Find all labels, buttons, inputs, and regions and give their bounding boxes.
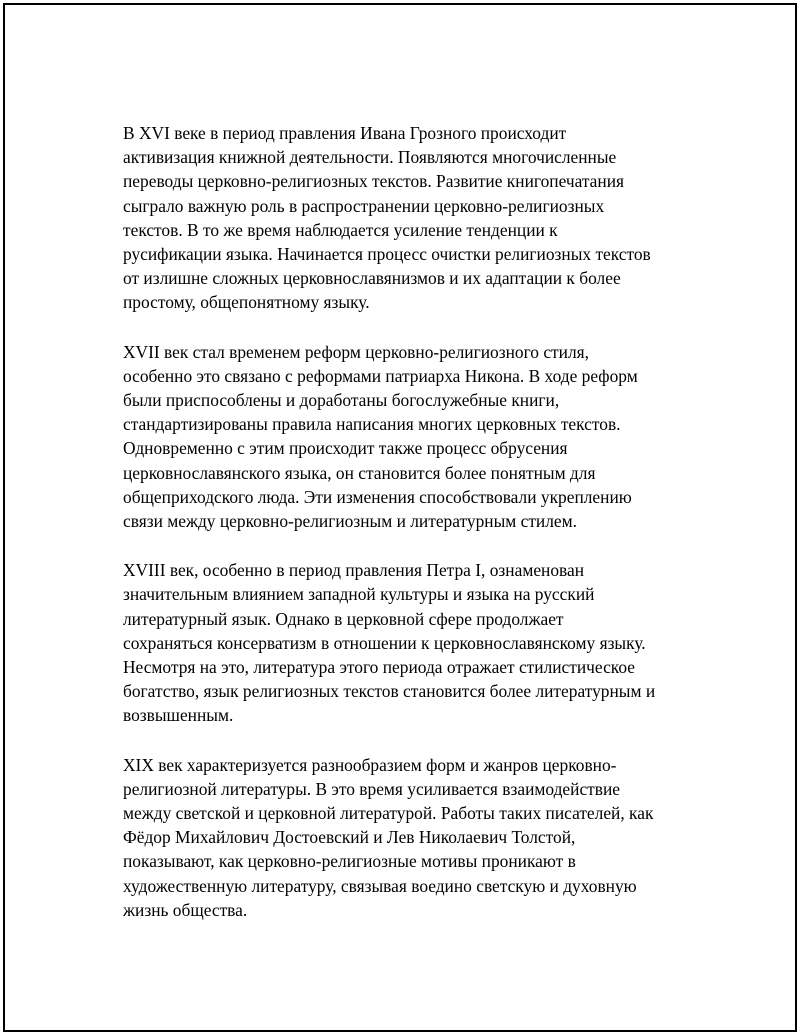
paragraph-16th-century: В XVI веке в период правления Ивана Грозного происходит активизация книжной деятельности. Появляются многочисленные переводы церковно-религиозных текстов. Развитие книгопечатания сыграло важную роль в распространении церковно-религиозных текстов. В то же время наблюдается усиление тенденции к русификации языка. Начинается процесс очистки религиозных текстов от излишне сложных церковнославянизмов и их адаптации к более простому, общепонятному языку. (123, 123, 651, 313)
page-frame (3, 3, 797, 1032)
paragraph-18th-century: XVIII век, особенно в период правления Петра I, ознаменован значительным влиянием западной культуры и языка на русский литературный язык. Однако в церковной сфере продолжает сохраняться консерватизм в отношении к церковнославянскому языку. Несмотря на это, литература этого периода отражает стилистическое богатство, язык религиозных текстов становится более литературным и возвышенным. (123, 560, 656, 726)
paragraph-19th-century: XIX век характеризуется разнообразием форм и жанров церковно- религиозной литературы. В это время усиливается взаимодействие между светской и церковной литературой. Работы таких писателей, как Фёдор Михайлович Достоевский и Лев Николаевич Толстой, показывают, как церковно-религиозные мотивы проникают в художественную литературу, связывая воедино светскую и духовную жизнь общества. (123, 754, 654, 920)
document-body (123, 121, 703, 947)
paragraph-17th-century: XVII век стал временем реформ церковно-религиозного стиля, особенно это связано с реформами патриарха Никона. В ходе реформ были приспособлены и доработаны богослужебные книги, стандартизированы правила написания многих церковных текстов. Одновременно с этим происходит также процесс обрусения церковнославянского языка, он становится более понятным для общеприходского люда. Эти изменения способствовали укреплению связи между церковно-религиозным и литературным стилем. (123, 341, 638, 532)
